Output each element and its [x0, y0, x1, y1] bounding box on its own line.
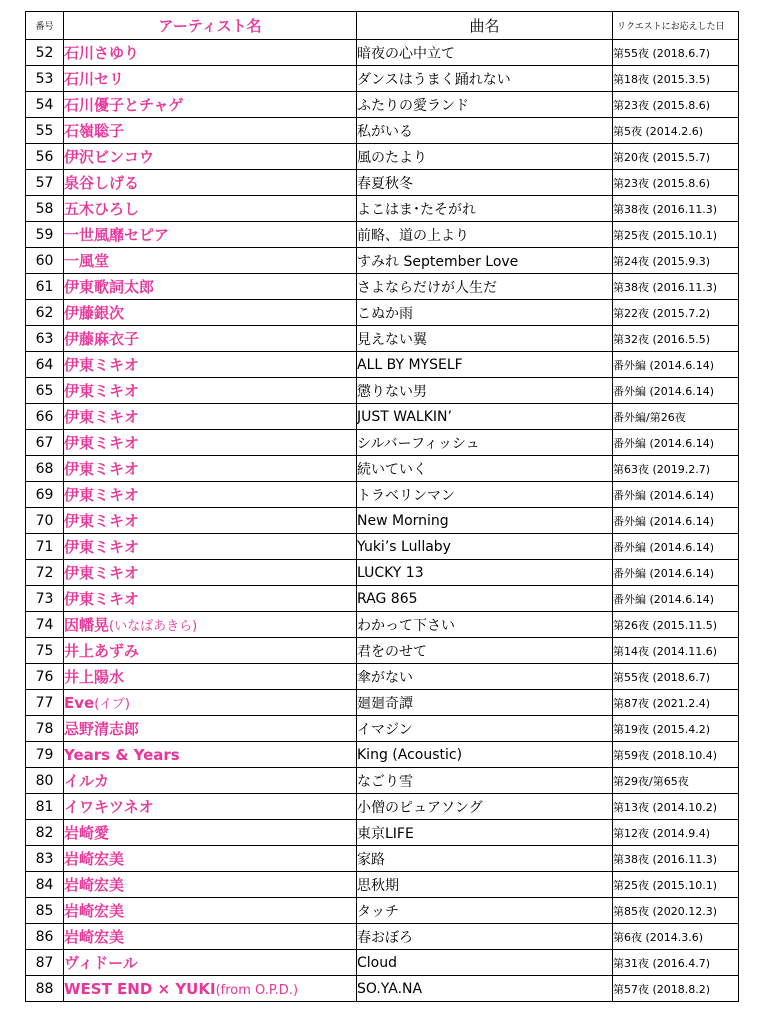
artist-name	[64, 170, 357, 196]
header-song: 曲名	[357, 12, 613, 40]
song-title: Yuki’s Lullaby	[357, 534, 613, 560]
artist-name	[64, 378, 357, 404]
artist-name-text: 伊藤麻衣子	[64, 330, 140, 348]
row-number: 81	[26, 794, 64, 820]
request-date: 第5夜 (2014.2.6)	[613, 118, 739, 144]
table-row	[26, 664, 739, 690]
row-number: 88	[26, 976, 64, 1002]
artist-name-text: 石川さゆり	[64, 44, 140, 62]
row-number: 75	[26, 638, 64, 664]
artist-name-text: 伊東ミキオ	[64, 486, 140, 504]
table-row	[26, 820, 739, 846]
artist-name-text: ヴィドール	[64, 954, 138, 972]
request-date: 第55夜 (2018.6.7)	[613, 664, 739, 690]
artist-name-note: (イブ)	[94, 697, 130, 712]
row-number: 73	[26, 586, 64, 612]
song-title: 春おぼろ	[357, 924, 613, 950]
request-date: 第26夜 (2015.11.5)	[613, 612, 739, 638]
song-title: 傘がない	[357, 664, 613, 690]
request-date: 番外編 (2014.6.14)	[613, 430, 739, 456]
artist-name	[64, 144, 357, 170]
request-date: 第57夜 (2018.8.2)	[613, 976, 739, 1002]
row-number: 78	[26, 716, 64, 742]
table-row	[26, 92, 739, 118]
song-title: 春夏秋冬	[357, 170, 613, 196]
artist-name	[64, 820, 357, 846]
table-row	[26, 482, 739, 508]
artist-name-text: 伊東ミキオ	[64, 382, 140, 400]
request-date: 第29夜/第65夜	[613, 768, 739, 794]
row-number: 63	[26, 326, 64, 352]
row-number: 60	[26, 248, 64, 274]
artist-name-text: 一世風靡セピア	[64, 226, 170, 244]
request-date: 番外編 (2014.6.14)	[613, 508, 739, 534]
row-number: 72	[26, 560, 64, 586]
request-date: 第63夜 (2019.2.7)	[613, 456, 739, 482]
row-number: 59	[26, 222, 64, 248]
song-title: 小僧のピュアソング	[357, 794, 613, 820]
table-row	[26, 508, 739, 534]
row-number: 76	[26, 664, 64, 690]
table-row	[26, 768, 739, 794]
request-date: 第38夜 (2016.11.3)	[613, 846, 739, 872]
artist-name-text: 泉谷しげる	[64, 174, 140, 192]
artist-name-text: イルカ	[64, 772, 110, 790]
artist-name-text: 伊東ミキオ	[64, 434, 140, 452]
table-row	[26, 352, 739, 378]
artist-name	[64, 508, 357, 534]
row-number: 65	[26, 378, 64, 404]
artist-name	[64, 404, 357, 430]
table-header-row	[26, 12, 739, 40]
artist-name-text: 伊東ミキオ	[64, 408, 140, 426]
song-title: 思秋期	[357, 872, 613, 898]
request-date: 第32夜 (2016.5.5)	[613, 326, 739, 352]
row-number: 64	[26, 352, 64, 378]
table-row	[26, 170, 739, 196]
song-title: King (Acoustic)	[357, 742, 613, 768]
artist-name	[64, 66, 357, 92]
table-row	[26, 40, 739, 66]
song-title: こぬか雨	[357, 300, 613, 326]
artist-name-text: 岩崎宏美	[64, 902, 125, 920]
table-row	[26, 404, 739, 430]
song-title: 私がいる	[357, 118, 613, 144]
row-number: 83	[26, 846, 64, 872]
request-table	[25, 11, 739, 1002]
table-row	[26, 196, 739, 222]
row-number: 74	[26, 612, 64, 638]
table-row	[26, 794, 739, 820]
artist-name-text: 伊藤銀次	[64, 304, 125, 322]
artist-name	[64, 768, 357, 794]
artist-name-text: 忌野清志郎	[64, 720, 140, 738]
artist-name	[64, 586, 357, 612]
table-row	[26, 716, 739, 742]
request-date: 番外編 (2014.6.14)	[613, 586, 739, 612]
artist-name	[64, 326, 357, 352]
artist-name-note: (from O.P.D.)	[215, 982, 299, 998]
table-row	[26, 898, 739, 924]
song-title: よこはま･たそがれ	[357, 196, 613, 222]
table-row	[26, 612, 739, 638]
artist-name-text: 伊東ミキオ	[64, 356, 140, 374]
artist-name	[64, 638, 357, 664]
request-date: 第85夜 (2020.12.3)	[613, 898, 739, 924]
row-number: 58	[26, 196, 64, 222]
artist-name-note: (いなばあきら)	[109, 619, 198, 634]
artist-name-text: 五木ひろし	[64, 200, 140, 218]
artist-name-text: 岩崎愛	[64, 824, 110, 842]
row-number: 52	[26, 40, 64, 66]
table-row	[26, 872, 739, 898]
request-date: 第12夜 (2014.9.4)	[613, 820, 739, 846]
row-number: 67	[26, 430, 64, 456]
artist-name	[64, 898, 357, 924]
artist-name	[64, 300, 357, 326]
artist-name	[64, 430, 357, 456]
table-row	[26, 248, 739, 274]
table-row	[26, 560, 739, 586]
row-number: 57	[26, 170, 64, 196]
artist-name	[64, 664, 357, 690]
artist-name	[64, 950, 357, 976]
song-title: 見えない翼	[357, 326, 613, 352]
artist-name-text: 伊東ミキオ	[64, 590, 140, 608]
artist-name-text: 岩崎宏美	[64, 876, 125, 894]
row-number: 66	[26, 404, 64, 430]
song-title: 君をのせて	[357, 638, 613, 664]
request-date: 第38夜 (2016.11.3)	[613, 196, 739, 222]
artist-name-text: Eve	[64, 694, 95, 712]
row-number: 70	[26, 508, 64, 534]
artist-name	[64, 716, 357, 742]
request-date: 第20夜 (2015.5.7)	[613, 144, 739, 170]
table-row	[26, 300, 739, 326]
request-date: 第6夜 (2014.3.6)	[613, 924, 739, 950]
artist-name	[64, 612, 357, 638]
header-request-date: リクエストにお応えした日	[613, 12, 739, 40]
song-title: 東京LIFE	[357, 820, 613, 846]
song-title: タッチ	[357, 898, 613, 924]
request-date: 第31夜 (2016.4.7)	[613, 950, 739, 976]
song-title: 懲りない男	[357, 378, 613, 404]
request-date: 第18夜 (2015.3.5)	[613, 66, 739, 92]
artist-name	[64, 196, 357, 222]
song-title: イマジン	[357, 716, 613, 742]
artist-name-text: Years & Years	[64, 745, 180, 764]
request-date: 第55夜 (2018.6.7)	[613, 40, 739, 66]
table-row	[26, 378, 739, 404]
request-date: 第23夜 (2015.8.6)	[613, 170, 739, 196]
header-number: 番号	[26, 12, 64, 40]
artist-name-text: 一風堂	[64, 252, 110, 270]
row-number: 53	[26, 66, 64, 92]
row-number: 68	[26, 456, 64, 482]
artist-name	[64, 118, 357, 144]
song-title: ダンスはうまく踊れない	[357, 66, 613, 92]
artist-name	[64, 560, 357, 586]
song-title: トラベリンマン	[357, 482, 613, 508]
row-number: 86	[26, 924, 64, 950]
table-body	[26, 40, 739, 1002]
row-number: 84	[26, 872, 64, 898]
row-number: 77	[26, 690, 64, 716]
request-date: 第24夜 (2015.9.3)	[613, 248, 739, 274]
request-date: 第87夜 (2021.2.4)	[613, 690, 739, 716]
artist-name	[64, 690, 357, 716]
row-number: 55	[26, 118, 64, 144]
row-number: 82	[26, 820, 64, 846]
table-row	[26, 846, 739, 872]
row-number: 85	[26, 898, 64, 924]
song-title: RAG 865	[357, 586, 613, 612]
table-row	[26, 222, 739, 248]
artist-name	[64, 794, 357, 820]
row-number: 56	[26, 144, 64, 170]
row-number: 80	[26, 768, 64, 794]
table-row	[26, 690, 739, 716]
request-date: 第14夜 (2014.11.6)	[613, 638, 739, 664]
request-date: 第13夜 (2014.10.2)	[613, 794, 739, 820]
artist-name	[64, 976, 357, 1002]
artist-name-text: 石嶺聡子	[64, 122, 125, 140]
artist-name-text: 井上陽水	[64, 668, 125, 686]
artist-name	[64, 534, 357, 560]
song-title: JUST WALKIN’	[357, 404, 613, 430]
song-title: ALL BY MYSELF	[357, 352, 613, 378]
row-number: 54	[26, 92, 64, 118]
artist-name	[64, 456, 357, 482]
table-row	[26, 534, 739, 560]
artist-name-text: WEST END × YUKI	[64, 979, 216, 998]
request-date: 番外編/第26夜	[613, 404, 739, 430]
song-title: 家路	[357, 846, 613, 872]
song-title: SO.YA.NA	[357, 976, 613, 1002]
song-title: すみれ September Love	[357, 248, 613, 274]
artist-name-text: 因幡晃	[64, 616, 110, 634]
artist-name-text: 岩崎宏美	[64, 850, 125, 868]
request-date: 第25夜 (2015.10.1)	[613, 222, 739, 248]
artist-name	[64, 274, 357, 300]
artist-name-text: 石川優子とチャゲ	[64, 96, 184, 114]
artist-name-text: 伊東ミキオ	[64, 460, 140, 478]
request-date: 第23夜 (2015.8.6)	[613, 92, 739, 118]
request-date: 第22夜 (2015.7.2)	[613, 300, 739, 326]
artist-name-text: イワキツネオ	[64, 798, 154, 816]
song-title: LUCKY 13	[357, 560, 613, 586]
song-title: わかって下さい	[357, 612, 613, 638]
table-row	[26, 456, 739, 482]
table-row	[26, 274, 739, 300]
artist-name-text: 伊東ミキオ	[64, 538, 140, 556]
artist-name-text: 伊東ミキオ	[64, 564, 140, 582]
request-date: 番外編 (2014.6.14)	[613, 560, 739, 586]
request-date: 第19夜 (2015.4.2)	[613, 716, 739, 742]
song-title: ふたりの愛ランド	[357, 92, 613, 118]
artist-name	[64, 846, 357, 872]
table-row	[26, 66, 739, 92]
artist-name	[64, 352, 357, 378]
request-date: 番外編 (2014.6.14)	[613, 352, 739, 378]
table-row	[26, 742, 739, 768]
song-title: 風のたより	[357, 144, 613, 170]
artist-name-text: 井上あずみ	[64, 642, 140, 660]
artist-name	[64, 92, 357, 118]
request-date: 第38夜 (2016.11.3)	[613, 274, 739, 300]
artist-name-text: 岩崎宏美	[64, 928, 125, 946]
request-date: 番外編 (2014.6.14)	[613, 534, 739, 560]
table-row	[26, 118, 739, 144]
artist-name-text: 伊東ミキオ	[64, 512, 140, 530]
song-title: Cloud	[357, 950, 613, 976]
request-date: 第59夜 (2018.10.4)	[613, 742, 739, 768]
song-title: 前略、道の上より	[357, 222, 613, 248]
artist-name-text: 石川セリ	[64, 70, 125, 88]
song-title: 廻廻奇譚	[357, 690, 613, 716]
song-title: 暗夜の心中立て	[357, 40, 613, 66]
row-number: 62	[26, 300, 64, 326]
artist-name	[64, 924, 357, 950]
artist-name-text: 伊東歌詞太郎	[64, 278, 155, 296]
artist-name	[64, 40, 357, 66]
request-date: 第25夜 (2015.10.1)	[613, 872, 739, 898]
song-title: 続いていく	[357, 456, 613, 482]
table-row	[26, 430, 739, 456]
artist-name	[64, 482, 357, 508]
table-row	[26, 586, 739, 612]
artist-name-text: 伊沢ビンコウ	[64, 148, 155, 166]
table-row	[26, 950, 739, 976]
table-row	[26, 924, 739, 950]
artist-name	[64, 248, 357, 274]
request-date: 番外編 (2014.6.14)	[613, 378, 739, 404]
artist-name	[64, 872, 357, 898]
table-row	[26, 326, 739, 352]
song-title: なごり雪	[357, 768, 613, 794]
song-title: シルバーフィッシュ	[357, 430, 613, 456]
header-artist: アーティスト名	[64, 12, 357, 40]
artist-name	[64, 222, 357, 248]
row-number: 69	[26, 482, 64, 508]
row-number: 79	[26, 742, 64, 768]
table-row	[26, 976, 739, 1002]
song-title: New Morning	[357, 508, 613, 534]
row-number: 87	[26, 950, 64, 976]
request-date: 番外編 (2014.6.14)	[613, 482, 739, 508]
table-row	[26, 638, 739, 664]
artist-name	[64, 742, 357, 768]
table-row	[26, 144, 739, 170]
row-number: 71	[26, 534, 64, 560]
song-title: さよならだけが人生だ	[357, 274, 613, 300]
row-number: 61	[26, 274, 64, 300]
